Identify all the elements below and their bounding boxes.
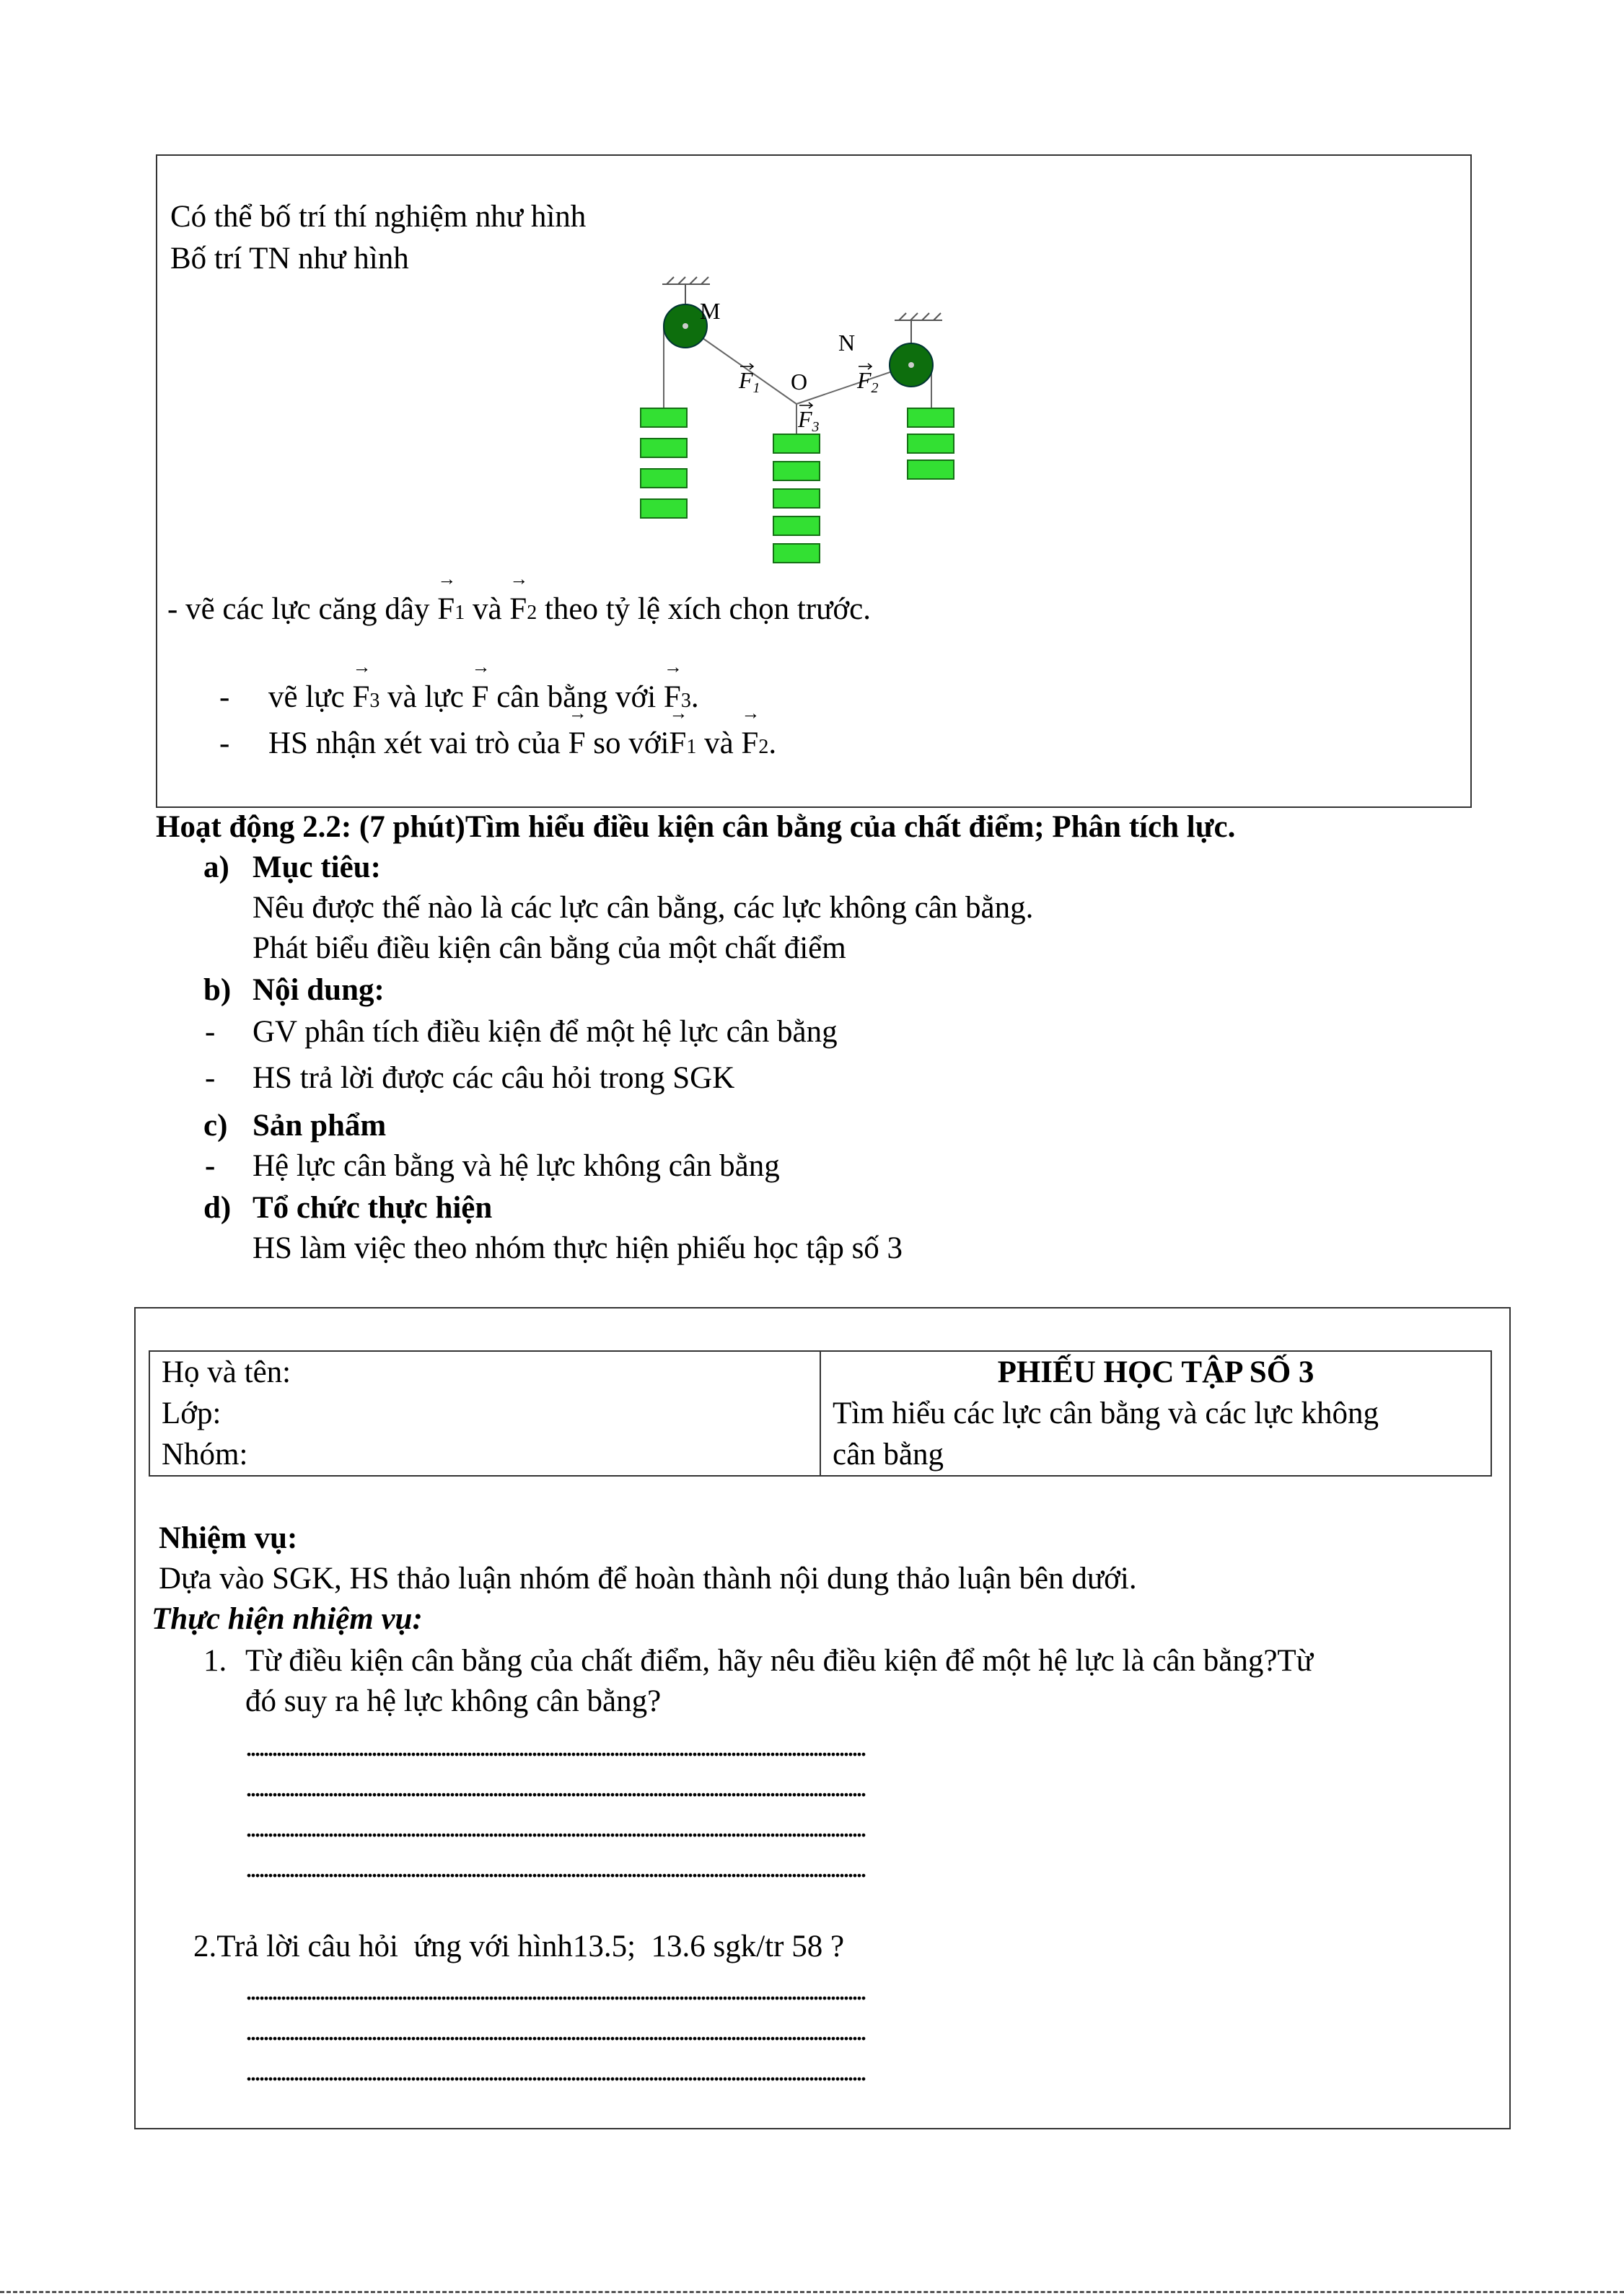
section-c-label: c) xyxy=(203,1109,228,1143)
worksheet-subtitle-1: Tìm hiểu các lực cân bằng và các lực không xyxy=(833,1396,1379,1430)
instruction-line: - vẽ các lực căng dây → F1 và → F2 theo tỷ lệ xích chọn trước. xyxy=(167,590,871,633)
bullet-2: HS nhận xét vai trò của → F so với→ F1 và → F2. xyxy=(268,724,776,767)
section-c-title: Sản phẩm xyxy=(253,1109,387,1143)
section-b-item2: HS trả lời được các câu hỏi trong SGK xyxy=(253,1061,735,1095)
perform-title: Thực hiện nhiệm vụ: xyxy=(152,1602,423,1636)
section-c-item1: Hệ lực cân bằng và hệ lực không cân bằng xyxy=(253,1149,780,1183)
answer-line-2[interactable] xyxy=(245,1767,1452,1806)
weights-right xyxy=(908,408,954,479)
page-bottom-rule xyxy=(0,2291,1624,2293)
section-b-dash2: - xyxy=(205,1061,216,1095)
weights-middle xyxy=(773,434,820,563)
label-f3: F3 xyxy=(798,406,820,435)
bullet-1: vẽ lực → F3 và lực → F cân bằng với → F3. xyxy=(268,678,699,721)
label-m: M xyxy=(700,298,721,324)
label-o: O xyxy=(791,369,808,395)
bullet-dash-1: - xyxy=(219,680,230,714)
section-a-label: a) xyxy=(203,850,229,884)
label-f2: F2 xyxy=(857,367,879,396)
worksheet-header-table xyxy=(149,1350,1492,1477)
section-d-line1: HS làm việc theo nhóm thực hiện phiếu học tập số 3 xyxy=(253,1231,903,1265)
section-a-title: Mục tiêu: xyxy=(253,850,381,884)
weights-left xyxy=(641,408,687,518)
pulley-experiment-diagram xyxy=(620,267,996,577)
question-1-number: 1. xyxy=(203,1644,227,1678)
section-c-dash1: - xyxy=(205,1149,216,1183)
box1-line2: Bố trí TN như hình xyxy=(170,242,409,276)
answer-line-5[interactable] xyxy=(245,1971,1452,2010)
box1-line1: Có thể bố trí thí nghiệm như hình xyxy=(170,200,587,234)
question-1-line1: Từ điều kiện cân bằng của chất điểm, hãy nêu điều kiện để một hệ lực là cân bằng?Từ xyxy=(245,1644,1313,1678)
section-a-line1: Nêu được thế nào là các lực cân bằng, các lực không cân bằng. xyxy=(253,891,1034,925)
answer-line-1[interactable] xyxy=(245,1727,1452,1766)
section-d-label: d) xyxy=(203,1191,232,1225)
vector-f2: → F xyxy=(509,590,527,629)
worksheet-title: PHIẾU HỌC TẬP SỐ 3 xyxy=(997,1355,1314,1389)
activity-heading: Hoạt động 2.2: (7 phút)Tìm hiểu điều kiện cân bằng của chất điểm; Phân tích lực. xyxy=(156,810,1236,844)
section-b-item1: GV phân tích điều kiện để một hệ lực cân bằng xyxy=(253,1015,838,1049)
bullet-dash-2: - xyxy=(219,726,230,760)
task-text: Dựa vào SGK, HS thảo luận nhóm để hoàn thành nội dung thảo luận bên dưới. xyxy=(159,1562,1137,1596)
section-b-dash1: - xyxy=(205,1015,216,1049)
answer-line-7[interactable] xyxy=(245,2051,1452,2090)
label-f1: F1 xyxy=(739,367,760,396)
section-b-title: Nội dung: xyxy=(253,973,385,1007)
class-field-label: Lớp: xyxy=(162,1396,221,1430)
vector-f1: → F xyxy=(437,590,455,629)
label-n: N xyxy=(838,330,856,356)
section-d-title: Tổ chức thực hiện xyxy=(253,1191,493,1225)
answer-line-4[interactable] xyxy=(245,1848,1452,1887)
answer-line-6[interactable] xyxy=(245,2011,1452,2050)
worksheet-subtitle-2: cân bằng xyxy=(833,1438,944,1472)
question-2: 2.Trả lời câu hỏi ứng với hình13.5; 13.6 sgk/tr 58 ? xyxy=(193,1930,845,1963)
answer-line-3[interactable] xyxy=(245,1808,1452,1847)
question-1-line2: đó suy ra hệ lực không cân bằng? xyxy=(245,1684,662,1718)
section-b-label: b) xyxy=(203,973,232,1007)
name-field-label: Họ và tên: xyxy=(162,1355,291,1389)
group-field-label: Nhóm: xyxy=(162,1438,248,1472)
task-title: Nhiệm vụ: xyxy=(159,1521,298,1555)
section-a-line2: Phát biểu điều kiện cân bằng của một chất điểm xyxy=(253,931,846,965)
